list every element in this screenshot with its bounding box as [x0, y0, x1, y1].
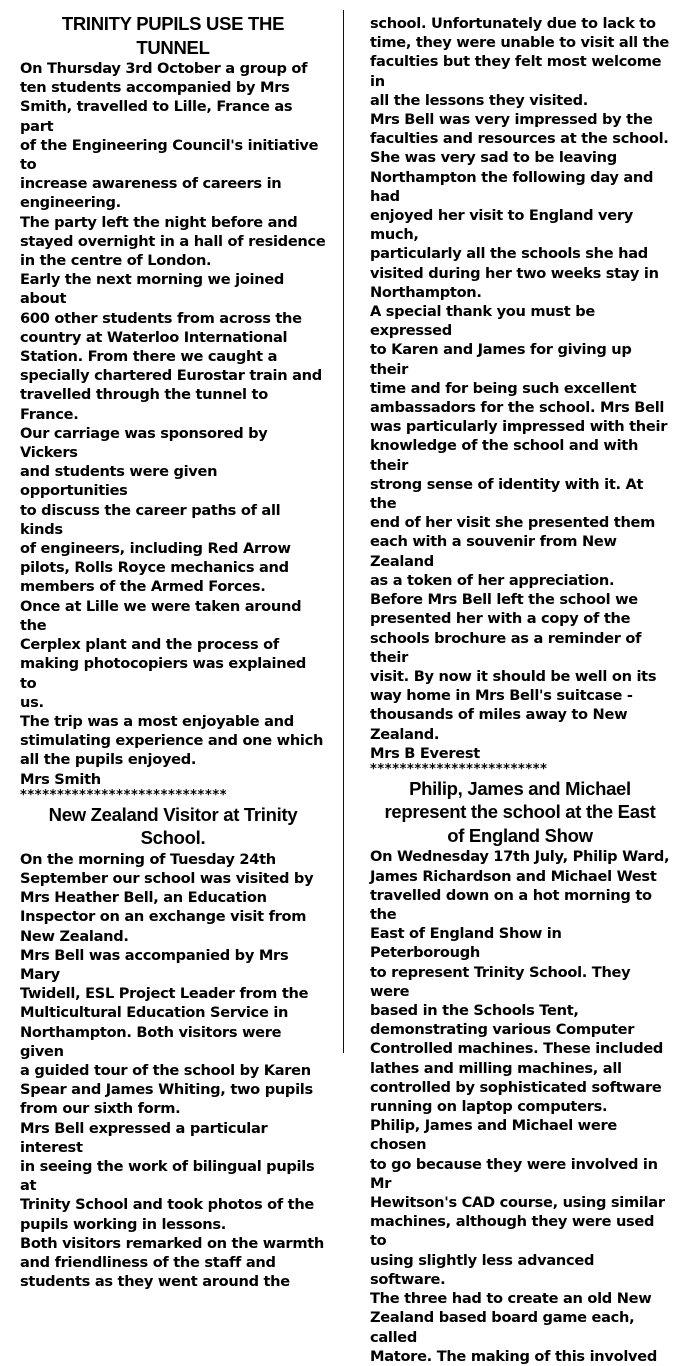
- paragraph: Mrs Bell expressed a particular interest in seeing the work of bilingual pupils at Trinity School and took photos of the pupils working in lessons.: [20, 1119, 315, 1233]
- paragraph: Before Mrs Bell left the school we presented her with a copy of the schools brochure as a reminder of their visit. By now it should be well on its way home in Mrs Bell's suitcase - thousands of miles away to New Zealand.: [370, 591, 657, 743]
- paragraph: On Wednesday 17th July, Philip Ward, James Richardson and Michael West travelled down on a hot morning to the East of England Show in Peterborough to represent Trinity School. They were based in the Schools Tent, demonstrating various Computer Controlled machines. These included lathes and milling machines, all controlled by sophisticated software running on laptop computers.: [370, 848, 670, 1116]
- separator-stars: ************************: [370, 762, 548, 777]
- paragraph: Early the next morning we joined about 600 other students from across the country at Waterloo International Station. From there we caught a specially chartered Eurostar train and travelled through the tunnel to France. Our carriage was sponsored by Vickers and students were given opportunities to discuss the career paths of all kinds of engineers, including Red Arrow pilots, Rolls Royce mechanics and members of the Armed Forces.: [20, 271, 322, 596]
- column-divider: [343, 10, 344, 1053]
- article-title-tunnel: TRINITY PUPILS USE THE TUNNEL: [61, 13, 285, 58]
- paragraph: Mrs Bell was very impressed by the faculties and resources at the school. She was very sad to be leaving Northampton the following day and had enjoyed her visit to England very much, particularly all the schools she had visited during her two weeks stay in Northampton.: [370, 111, 669, 301]
- right-column: [370, 14, 670, 1366]
- left-column: [20, 12, 326, 1291]
- paragraph: Both visitors remarked on the warmth and friendliness of the staff and students as they went around the: [20, 1234, 324, 1291]
- separator-stars: ****************************: [20, 788, 228, 803]
- article-title-nz-visitor: New Zealand Visitor at Trinity School.: [48, 803, 298, 849]
- paragraph: The trip was a most enjoyable and stimulating experience and one which all the pupils enjoyed.: [20, 712, 324, 769]
- paragraph: Once at Lille we were taken around the Cerplex plant and the process of making photocopiers was explained to us.: [20, 597, 307, 711]
- paragraph: On Thursday 3rd October a group of ten students accompanied by Mrs Smith, travelled to Lille, France as part of the Engineering Council's initiative to increase awareness of careers in engineering.: [20, 60, 319, 212]
- paragraph: Mrs Bell was accompanied by Mrs Mary Twidell, ESL Project Leader from the Multicultural Education Service in Northampton. Both visitors were given a guided tour of the school by Karen Spear and James Whiting, two pupils from our sixth form.: [20, 946, 313, 1118]
- paragraph: The party left the night before and stayed overnight in a hall of residence in the centre of London.: [20, 213, 326, 270]
- paragraph: On the morning of Tuesday 24th September our school was visited by Mrs Heather Bell, an Education Inspector on an exchange visit from New Zealand.: [20, 850, 314, 945]
- paragraph: Philip, James and Michael were chosen to go because they were involved in Mr Hewitson's CAD course, using similar machines, although they were used to using slightly less advanced software. The three had to create an old New Zealand based board game each, called Matore. The making of this involved: [370, 1117, 665, 1365]
- paragraph: school. Unfortunately due to lack to time, they were unable to visit all the faculties but they felt most welcome in all the lessons they visited.: [370, 15, 670, 109]
- author-signature: Mrs Smith: [20, 770, 101, 788]
- article-title-east-of-england-show: Philip, James and Michael represent the school at the East of England Show: [384, 777, 656, 846]
- paragraph: A special thank you must be expressed to Karen and James for giving up their time and for being such excellent ambassadors for the school. Mrs Bell was particularly impressed with their knowledge of the school and with their strong sense of identity with it. At the end of her visit she presented them each with a souvenir from New Zealand as a token of her appreciation.: [370, 303, 668, 589]
- author-signature: Mrs B Everest: [370, 744, 480, 762]
